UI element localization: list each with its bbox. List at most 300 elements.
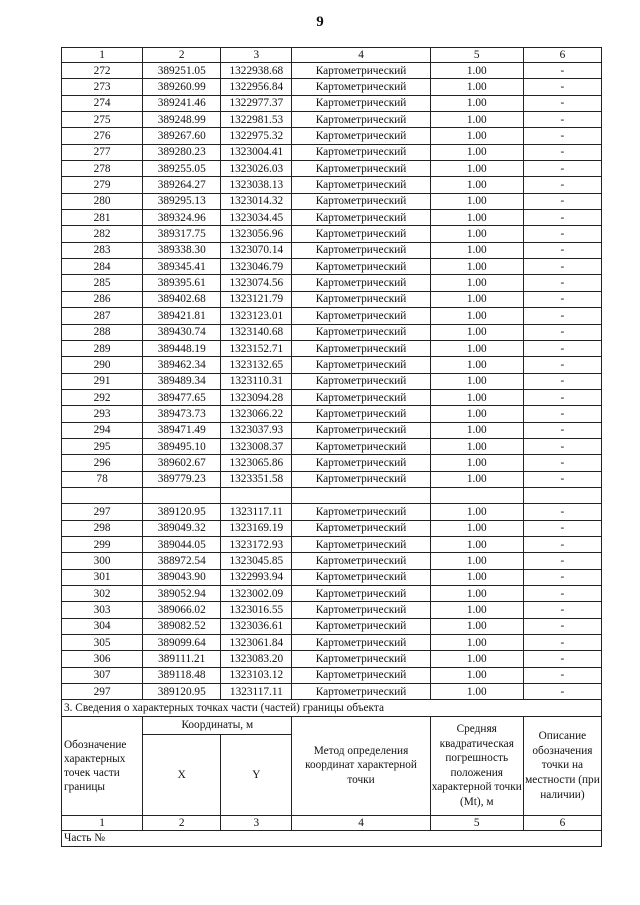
description-cell: - xyxy=(523,275,601,291)
empty-cell xyxy=(143,487,221,503)
point-number-cell: 304 xyxy=(62,618,143,634)
coord-x-cell: 389602.67 xyxy=(143,455,221,471)
point-number-cell: 275 xyxy=(62,112,143,128)
description-cell: - xyxy=(523,389,601,405)
description-cell: - xyxy=(523,242,601,258)
point-number-cell: 302 xyxy=(62,586,143,602)
mt-value-cell: 1.00 xyxy=(430,455,523,471)
coord-x-cell: 389255.05 xyxy=(143,161,221,177)
method-cell: Картометрический xyxy=(292,406,430,422)
mt-value-cell: 1.00 xyxy=(430,79,523,95)
point-number-cell: 286 xyxy=(62,291,143,307)
method-cell: Картометрический xyxy=(292,210,430,226)
coord-x-cell: 389495.10 xyxy=(143,438,221,454)
coord-x-cell: 389779.23 xyxy=(143,471,221,487)
method-cell: Картометрический xyxy=(292,308,430,324)
method-cell: Картометрический xyxy=(292,242,430,258)
description-cell: - xyxy=(523,63,601,79)
mt-value-cell: 1.00 xyxy=(430,95,523,111)
coord-y-cell: 1323094.28 xyxy=(221,389,292,405)
empty-cell xyxy=(221,487,292,503)
description-cell: - xyxy=(523,406,601,422)
coord-y-cell: 1323061.84 xyxy=(221,635,292,651)
coord-x-cell: 389049.32 xyxy=(143,520,221,536)
method-cell: Картометрический xyxy=(292,128,430,144)
coord-x-cell: 389295.13 xyxy=(143,193,221,209)
table-row xyxy=(62,389,602,405)
method-cell: Картометрический xyxy=(292,635,430,651)
coord-y-cell: 1323074.56 xyxy=(221,275,292,291)
mt-value-cell: 1.00 xyxy=(430,291,523,307)
method-cell: Картометрический xyxy=(292,95,430,111)
table-row xyxy=(62,520,602,536)
method-cell: Картометрический xyxy=(292,291,430,307)
empty-row xyxy=(62,487,602,503)
point-number-cell: 298 xyxy=(62,520,143,536)
point-number-cell: 306 xyxy=(62,651,143,667)
point-number-cell: 292 xyxy=(62,389,143,405)
table-row xyxy=(62,373,602,389)
method-cell: Картометрический xyxy=(292,618,430,634)
coordinates-header: Координаты, м xyxy=(143,716,292,734)
method-cell: Картометрический xyxy=(292,63,430,79)
description-cell: - xyxy=(523,635,601,651)
coord-x-cell: 389267.60 xyxy=(143,128,221,144)
point-number-cell: 283 xyxy=(62,242,143,258)
point-number-cell: 287 xyxy=(62,308,143,324)
table-row xyxy=(62,308,602,324)
mt-value-cell: 1.00 xyxy=(430,536,523,552)
table-row xyxy=(62,161,602,177)
table-row xyxy=(62,259,602,275)
table-row xyxy=(62,602,602,618)
description-cell: - xyxy=(523,95,601,111)
description-cell: - xyxy=(523,667,601,683)
empty-cell xyxy=(430,487,523,503)
coord-x-cell: 389099.64 xyxy=(143,635,221,651)
point-number-cell: 289 xyxy=(62,340,143,356)
description-cell: - xyxy=(523,291,601,307)
coord-x-cell: 389052.94 xyxy=(143,586,221,602)
table-row xyxy=(62,340,602,356)
method-cell: Картометрический xyxy=(292,569,430,585)
coord-x-cell: 389462.34 xyxy=(143,357,221,373)
point-number-cell: 307 xyxy=(62,667,143,683)
point-number-cell: 305 xyxy=(62,635,143,651)
method-cell: Картометрический xyxy=(292,340,430,356)
method-cell: Картометрический xyxy=(292,161,430,177)
method-cell: Картометрический xyxy=(292,471,430,487)
mt-value-cell: 1.00 xyxy=(430,635,523,651)
point-number-cell: 291 xyxy=(62,373,143,389)
mt-header: Средняя квадратическая погрешность положения характерной точки (Mt), м xyxy=(430,716,523,815)
coord-y-cell: 1323169.19 xyxy=(221,520,292,536)
description-cell: - xyxy=(523,357,601,373)
mt-value-cell: 1.00 xyxy=(430,340,523,356)
point-number-cell: 296 xyxy=(62,455,143,471)
column-number: 2 xyxy=(143,48,221,63)
mt-value-cell: 1.00 xyxy=(430,128,523,144)
description-cell: - xyxy=(523,308,601,324)
method-cell: Картометрический xyxy=(292,520,430,536)
column-number: 4 xyxy=(292,48,430,63)
coord-x-cell: 389345.41 xyxy=(143,259,221,275)
method-cell: Картометрический xyxy=(292,373,430,389)
method-cell: Картометрический xyxy=(292,112,430,128)
mt-value-cell: 1.00 xyxy=(430,63,523,79)
column-number: 1 xyxy=(62,815,143,830)
description-cell: - xyxy=(523,177,601,193)
table-row xyxy=(62,63,602,79)
table-row xyxy=(62,210,602,226)
table-row xyxy=(62,553,602,569)
table-row xyxy=(62,177,602,193)
table-row xyxy=(62,406,602,422)
coord-x-cell: 389317.75 xyxy=(143,226,221,242)
coord-y-cell: 1323014.32 xyxy=(221,193,292,209)
coord-y-cell: 1323132.65 xyxy=(221,357,292,373)
description-cell: - xyxy=(523,193,601,209)
description-cell: - xyxy=(523,128,601,144)
coord-y-cell: 1323121.79 xyxy=(221,291,292,307)
empty-cell xyxy=(523,487,601,503)
description-cell: - xyxy=(523,112,601,128)
description-cell: - xyxy=(523,422,601,438)
description-cell: - xyxy=(523,684,601,700)
coord-y-cell: 1323046.79 xyxy=(221,259,292,275)
boundary-points-table xyxy=(61,47,602,847)
description-header: Описание обозначения точки на местности (при наличии) xyxy=(523,716,601,815)
table-row xyxy=(62,651,602,667)
method-cell: Картометрический xyxy=(292,226,430,242)
description-cell: - xyxy=(523,586,601,602)
coord-y-cell: 1323123.01 xyxy=(221,308,292,324)
mt-value-cell: 1.00 xyxy=(430,357,523,373)
coord-x-cell: 389473.73 xyxy=(143,406,221,422)
method-cell: Картометрический xyxy=(292,357,430,373)
point-number-cell: 284 xyxy=(62,259,143,275)
table-row xyxy=(62,242,602,258)
mt-value-cell: 1.00 xyxy=(430,406,523,422)
coord-y-cell: 1323008.37 xyxy=(221,438,292,454)
mt-value-cell: 1.00 xyxy=(430,553,523,569)
mt-value-cell: 1.00 xyxy=(430,210,523,226)
mt-value-cell: 1.00 xyxy=(430,569,523,585)
description-cell: - xyxy=(523,569,601,585)
section-title: 3. Сведения о характерных точках части (частей) границы объекта xyxy=(62,700,602,716)
point-number-cell: 290 xyxy=(62,357,143,373)
coord-x-cell: 389248.99 xyxy=(143,112,221,128)
coord-y-cell: 1322977.37 xyxy=(221,95,292,111)
method-cell: Картометрический xyxy=(292,422,430,438)
part-label: Часть № xyxy=(62,830,602,846)
mt-value-cell: 1.00 xyxy=(430,618,523,634)
table-row xyxy=(62,618,602,634)
coord-x-cell: 389395.61 xyxy=(143,275,221,291)
column-number: 3 xyxy=(221,48,292,63)
column-number-row xyxy=(62,48,602,63)
point-number-cell: 295 xyxy=(62,438,143,454)
coord-y-cell: 1323110.31 xyxy=(221,373,292,389)
coord-x-cell: 389430.74 xyxy=(143,324,221,340)
description-cell: - xyxy=(523,161,601,177)
coord-x-cell: 389241.46 xyxy=(143,95,221,111)
mt-value-cell: 1.00 xyxy=(430,226,523,242)
point-number-cell: 276 xyxy=(62,128,143,144)
coord-y-cell: 1323002.09 xyxy=(221,586,292,602)
coord-y-cell: 1323351.58 xyxy=(221,471,292,487)
column-number: 4 xyxy=(292,815,430,830)
coord-x-cell: 389120.95 xyxy=(143,684,221,700)
point-number-cell: 294 xyxy=(62,422,143,438)
coord-y-cell: 1323026.03 xyxy=(221,161,292,177)
method-cell: Картометрический xyxy=(292,438,430,454)
description-cell: - xyxy=(523,438,601,454)
description-cell: - xyxy=(523,210,601,226)
coord-y-cell: 1323172.93 xyxy=(221,536,292,552)
table-row xyxy=(62,291,602,307)
coord-y-cell: 1323117.11 xyxy=(221,684,292,700)
mt-value-cell: 1.00 xyxy=(430,373,523,389)
coord-y-cell: 1323038.13 xyxy=(221,177,292,193)
y-header: Y xyxy=(221,734,292,815)
mt-value-cell: 1.00 xyxy=(430,259,523,275)
point-number-cell: 303 xyxy=(62,602,143,618)
method-cell: Картометрический xyxy=(292,324,430,340)
point-number-cell: 273 xyxy=(62,79,143,95)
coord-x-cell: 389120.95 xyxy=(143,504,221,520)
coord-x-cell: 389324.96 xyxy=(143,210,221,226)
method-cell: Картометрический xyxy=(292,144,430,160)
mt-value-cell: 1.00 xyxy=(430,438,523,454)
table-row xyxy=(62,536,602,552)
coord-y-cell: 1323117.11 xyxy=(221,504,292,520)
coord-x-cell: 388972.54 xyxy=(143,553,221,569)
table-row xyxy=(62,504,602,520)
coord-x-cell: 389082.52 xyxy=(143,618,221,634)
mt-value-cell: 1.00 xyxy=(430,144,523,160)
description-cell: - xyxy=(523,536,601,552)
coord-x-cell: 389421.81 xyxy=(143,308,221,324)
mt-value-cell: 1.00 xyxy=(430,520,523,536)
method-cell: Картометрический xyxy=(292,684,430,700)
coord-y-cell: 1323056.96 xyxy=(221,226,292,242)
method-cell: Картометрический xyxy=(292,504,430,520)
method-cell: Картометрический xyxy=(292,193,430,209)
point-number-cell: 297 xyxy=(62,504,143,520)
method-cell: Картометрический xyxy=(292,177,430,193)
mt-value-cell: 1.00 xyxy=(430,667,523,683)
section3-column-number-row xyxy=(62,815,602,830)
description-cell: - xyxy=(523,340,601,356)
point-number-cell: 293 xyxy=(62,406,143,422)
description-cell: - xyxy=(523,226,601,242)
coord-x-cell: 389402.68 xyxy=(143,291,221,307)
method-cell: Картометрический xyxy=(292,536,430,552)
mt-value-cell: 1.00 xyxy=(430,586,523,602)
mt-value-cell: 1.00 xyxy=(430,471,523,487)
method-cell: Картометрический xyxy=(292,79,430,95)
coord-y-cell: 1323083.20 xyxy=(221,651,292,667)
column-number: 2 xyxy=(143,815,221,830)
description-cell: - xyxy=(523,455,601,471)
column-number: 3 xyxy=(221,815,292,830)
coord-y-cell: 1322956.84 xyxy=(221,79,292,95)
method-cell: Картометрический xyxy=(292,259,430,275)
description-cell: - xyxy=(523,618,601,634)
table-row xyxy=(62,193,602,209)
method-cell: Картометрический xyxy=(292,651,430,667)
coord-y-cell: 1322975.32 xyxy=(221,128,292,144)
coord-x-cell: 389118.48 xyxy=(143,667,221,683)
page-number: 9 xyxy=(316,14,324,30)
method-cell: Картометрический xyxy=(292,275,430,291)
coord-x-cell: 389338.30 xyxy=(143,242,221,258)
coord-x-cell: 389066.02 xyxy=(143,602,221,618)
mt-value-cell: 1.00 xyxy=(430,275,523,291)
column-number: 5 xyxy=(430,48,523,63)
table-row xyxy=(62,324,602,340)
point-number-cell: 280 xyxy=(62,193,143,209)
table-row xyxy=(62,635,602,651)
point-number-cell: 299 xyxy=(62,536,143,552)
part-row xyxy=(62,830,602,846)
point-number-cell: 288 xyxy=(62,324,143,340)
coord-y-cell: 1323034.45 xyxy=(221,210,292,226)
mt-value-cell: 1.00 xyxy=(430,161,523,177)
mt-value-cell: 1.00 xyxy=(430,308,523,324)
description-cell: - xyxy=(523,144,601,160)
mt-value-cell: 1.00 xyxy=(430,242,523,258)
point-number-cell: 278 xyxy=(62,161,143,177)
table-row xyxy=(62,357,602,373)
coord-x-cell: 389043.90 xyxy=(143,569,221,585)
empty-cell xyxy=(292,487,430,503)
mt-value-cell: 1.00 xyxy=(430,651,523,667)
point-number-cell: 282 xyxy=(62,226,143,242)
coord-y-cell: 1323004.41 xyxy=(221,144,292,160)
coord-x-cell: 389264.27 xyxy=(143,177,221,193)
method-cell: Картометрический xyxy=(292,667,430,683)
mt-value-cell: 1.00 xyxy=(430,389,523,405)
mt-value-cell: 1.00 xyxy=(430,602,523,618)
coord-x-cell: 389489.34 xyxy=(143,373,221,389)
table-row xyxy=(62,684,602,700)
coord-y-cell: 1323070.14 xyxy=(221,242,292,258)
point-number-cell: 285 xyxy=(62,275,143,291)
table-row xyxy=(62,226,602,242)
table-row xyxy=(62,667,602,683)
coord-x-cell: 389280.23 xyxy=(143,144,221,160)
table-row xyxy=(62,422,602,438)
coord-y-cell: 1323037.93 xyxy=(221,422,292,438)
table-row xyxy=(62,144,602,160)
table-row xyxy=(62,95,602,111)
column-number: 1 xyxy=(62,48,143,63)
col1-header: Обозначение характерных точек части границы xyxy=(62,716,143,815)
point-number-cell: 297 xyxy=(62,684,143,700)
point-number-cell: 78 xyxy=(62,471,143,487)
table-row xyxy=(62,569,602,585)
coord-y-cell: 1323036.61 xyxy=(221,618,292,634)
coord-y-cell: 1322981.53 xyxy=(221,112,292,128)
coord-x-cell: 389477.65 xyxy=(143,389,221,405)
description-cell: - xyxy=(523,324,601,340)
table-row xyxy=(62,112,602,128)
method-cell: Картометрический xyxy=(292,455,430,471)
table-row xyxy=(62,438,602,454)
description-cell: - xyxy=(523,602,601,618)
table-row xyxy=(62,128,602,144)
coord-x-cell: 389260.99 xyxy=(143,79,221,95)
point-number-cell: 277 xyxy=(62,144,143,160)
section3-header-row xyxy=(62,716,602,734)
mt-value-cell: 1.00 xyxy=(430,177,523,193)
coord-y-cell: 1323065.86 xyxy=(221,455,292,471)
method-cell: Картометрический xyxy=(292,602,430,618)
description-cell: - xyxy=(523,553,601,569)
x-header: X xyxy=(143,734,221,815)
point-number-cell: 281 xyxy=(62,210,143,226)
section-title-row xyxy=(62,700,602,716)
coord-y-cell: 1323140.68 xyxy=(221,324,292,340)
coord-x-cell: 389111.21 xyxy=(143,651,221,667)
table-row xyxy=(62,471,602,487)
table-row xyxy=(62,79,602,95)
mt-value-cell: 1.00 xyxy=(430,193,523,209)
description-cell: - xyxy=(523,504,601,520)
method-header: Метод определения координат характерной точки xyxy=(292,716,430,815)
column-number: 5 xyxy=(430,815,523,830)
description-cell: - xyxy=(523,471,601,487)
coord-y-cell: 1323045.85 xyxy=(221,553,292,569)
coord-x-cell: 389448.19 xyxy=(143,340,221,356)
coord-y-cell: 1323152.71 xyxy=(221,340,292,356)
coord-x-cell: 389251.05 xyxy=(143,63,221,79)
method-cell: Картометрический xyxy=(292,553,430,569)
column-number: 6 xyxy=(523,815,601,830)
point-number-cell: 301 xyxy=(62,569,143,585)
coord-y-cell: 1323066.22 xyxy=(221,406,292,422)
empty-cell xyxy=(62,487,143,503)
point-number-cell: 274 xyxy=(62,95,143,111)
coord-x-cell: 389471.49 xyxy=(143,422,221,438)
description-cell: - xyxy=(523,520,601,536)
coord-y-cell: 1323103.12 xyxy=(221,667,292,683)
method-cell: Картометрический xyxy=(292,389,430,405)
description-cell: - xyxy=(523,651,601,667)
mt-value-cell: 1.00 xyxy=(430,504,523,520)
mt-value-cell: 1.00 xyxy=(430,112,523,128)
point-number-cell: 272 xyxy=(62,63,143,79)
description-cell: - xyxy=(523,373,601,389)
description-cell: - xyxy=(523,259,601,275)
coord-y-cell: 1323016.55 xyxy=(221,602,292,618)
point-number-cell: 300 xyxy=(62,553,143,569)
description-cell: - xyxy=(523,79,601,95)
method-cell: Картометрический xyxy=(292,586,430,602)
table-row xyxy=(62,586,602,602)
mt-value-cell: 1.00 xyxy=(430,684,523,700)
mt-value-cell: 1.00 xyxy=(430,324,523,340)
coord-x-cell: 389044.05 xyxy=(143,536,221,552)
table-row xyxy=(62,455,602,471)
point-number-cell: 279 xyxy=(62,177,143,193)
column-number: 6 xyxy=(523,48,601,63)
mt-value-cell: 1.00 xyxy=(430,422,523,438)
coord-y-cell: 1322938.68 xyxy=(221,63,292,79)
table-row xyxy=(62,275,602,291)
